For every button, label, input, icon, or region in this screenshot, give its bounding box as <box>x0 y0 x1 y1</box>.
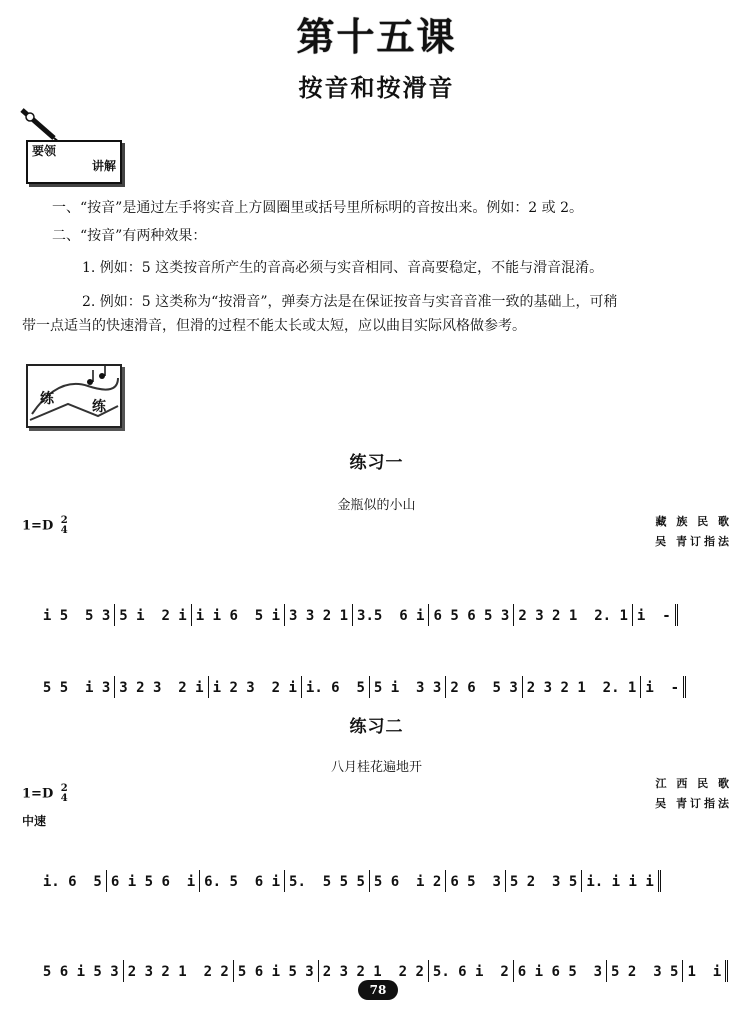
explain-badge <box>26 140 122 184</box>
measure: 5 i 2 i <box>115 604 191 626</box>
measure: 5. 6 i 2 <box>429 960 514 982</box>
practice-badge-line1: 练 <box>40 391 54 407</box>
measure: 5 6 i 5 3 <box>39 960 124 982</box>
exercise-2-heading: 练习二 <box>349 717 404 737</box>
measure: 2 6 5 3 <box>446 676 522 698</box>
measure: i. 6 5 <box>39 870 107 892</box>
lesson-title: 第十五课 <box>296 14 457 59</box>
measure: 3 2 3 2 i <box>115 676 208 698</box>
page-number: 78 <box>358 980 398 1000</box>
measure: 2 3 2 1 2. 1 <box>514 604 633 626</box>
practice-badge-line2: 练 <box>92 399 106 415</box>
measure: i i 6 5 i <box>192 604 285 626</box>
time-bottom: 4 <box>60 793 68 804</box>
exercise-1-song-title: 金瓶似的小山 <box>337 498 416 513</box>
measure: 6 i 6 5 3 <box>514 960 607 982</box>
measure: 3 3 2 1 <box>285 604 353 626</box>
measure: i - <box>633 604 678 626</box>
measure: 5. 5 5 5 <box>285 870 370 892</box>
measure: 6 i 5 6 i <box>107 870 200 892</box>
measure: 3.5 6 i <box>353 604 429 626</box>
time-top: 2 <box>60 783 68 794</box>
measure: i. i i i <box>582 870 660 892</box>
exercise-1-key <box>22 516 68 536</box>
measure: 2 3 2 1 2. 1 <box>523 676 642 698</box>
measure: 5 2 3 5 <box>506 870 582 892</box>
exercise-1-heading: 练习一 <box>349 453 404 473</box>
exercise-1-editor: 吴 青订指法 <box>655 535 732 548</box>
measure: 2 3 2 1 2 2 <box>319 960 429 982</box>
paragraph-3: 1. 例如：5 这类按音所产生的音高必须与实音相同、音高要稳定，不能与滑音混淆。 <box>82 260 604 276</box>
time-top: 2 <box>60 515 68 526</box>
exercise-2-score-line-1 <box>22 846 738 890</box>
key-signature: 1=D <box>22 786 54 802</box>
measure: 6. 5 6 i <box>200 870 285 892</box>
measure: i - <box>641 676 686 698</box>
measure: 5 5 i 3 <box>39 676 115 698</box>
time-bottom: 4 <box>60 525 68 536</box>
paragraph-2: 二、“按音”有两种效果： <box>52 228 207 244</box>
exercise-2-meta <box>520 774 732 814</box>
measure: 5 6 i 2 <box>370 870 446 892</box>
practice-badge <box>26 364 122 428</box>
exercise-2-origin: 江 西 民 歌 <box>655 777 732 790</box>
paragraph-1: 一、“按音”是通过左手将实音上方圆圈里或括号里所标明的音按出来。例如：2 或 2。 <box>52 200 584 216</box>
exercise-2-score-line-2 <box>22 936 738 980</box>
measure: i 2 3 2 i <box>209 676 302 698</box>
exercise-1-score-line-2 <box>22 652 738 696</box>
time-signature <box>61 784 68 804</box>
measure: 6 5 3 <box>446 870 506 892</box>
exercise-2-song-title: 八月桂花遍地开 <box>330 760 422 775</box>
exercise-2-key <box>22 784 68 804</box>
paragraph-4b: 带一点适当的快速滑音，但滑的过程不能太长或太短，应以曲目实际风格做参考。 <box>22 318 526 334</box>
explain-badge-line1: 要领 <box>32 144 57 158</box>
measure: 6 5 6 5 3 <box>429 604 514 626</box>
measure: 5 2 3 5 <box>607 960 683 982</box>
paragraph-4a: 2. 例如：5 这类称为“按滑音”，弹奏方法是在保证按音与实音音准一致的基础上，可稍 <box>82 294 618 310</box>
exercise-1-meta <box>520 512 732 552</box>
time-signature <box>61 516 68 536</box>
pen-icon <box>18 108 78 138</box>
lesson-subtitle: 按音和按滑音 <box>298 73 455 102</box>
explain-badge-line2: 讲解 <box>91 159 116 173</box>
key-signature: 1=D <box>22 518 54 534</box>
measure: i. 6 5 <box>302 676 370 698</box>
exercise-1-score-line-1 <box>22 580 738 624</box>
exercise-2-editor: 吴 青订指法 <box>655 797 732 810</box>
exercise-1-origin: 藏 族 民 歌 <box>655 515 732 528</box>
measure: 1 i <box>683 960 728 982</box>
exercise-2-tempo: 中速 <box>22 814 47 828</box>
measure: 5 i 3 3 <box>370 676 446 698</box>
measure: 5 6 i 5 3 <box>234 960 319 982</box>
measure: i 5 5 3 <box>39 604 115 626</box>
measure: 2 3 2 1 2 2 <box>124 960 234 982</box>
